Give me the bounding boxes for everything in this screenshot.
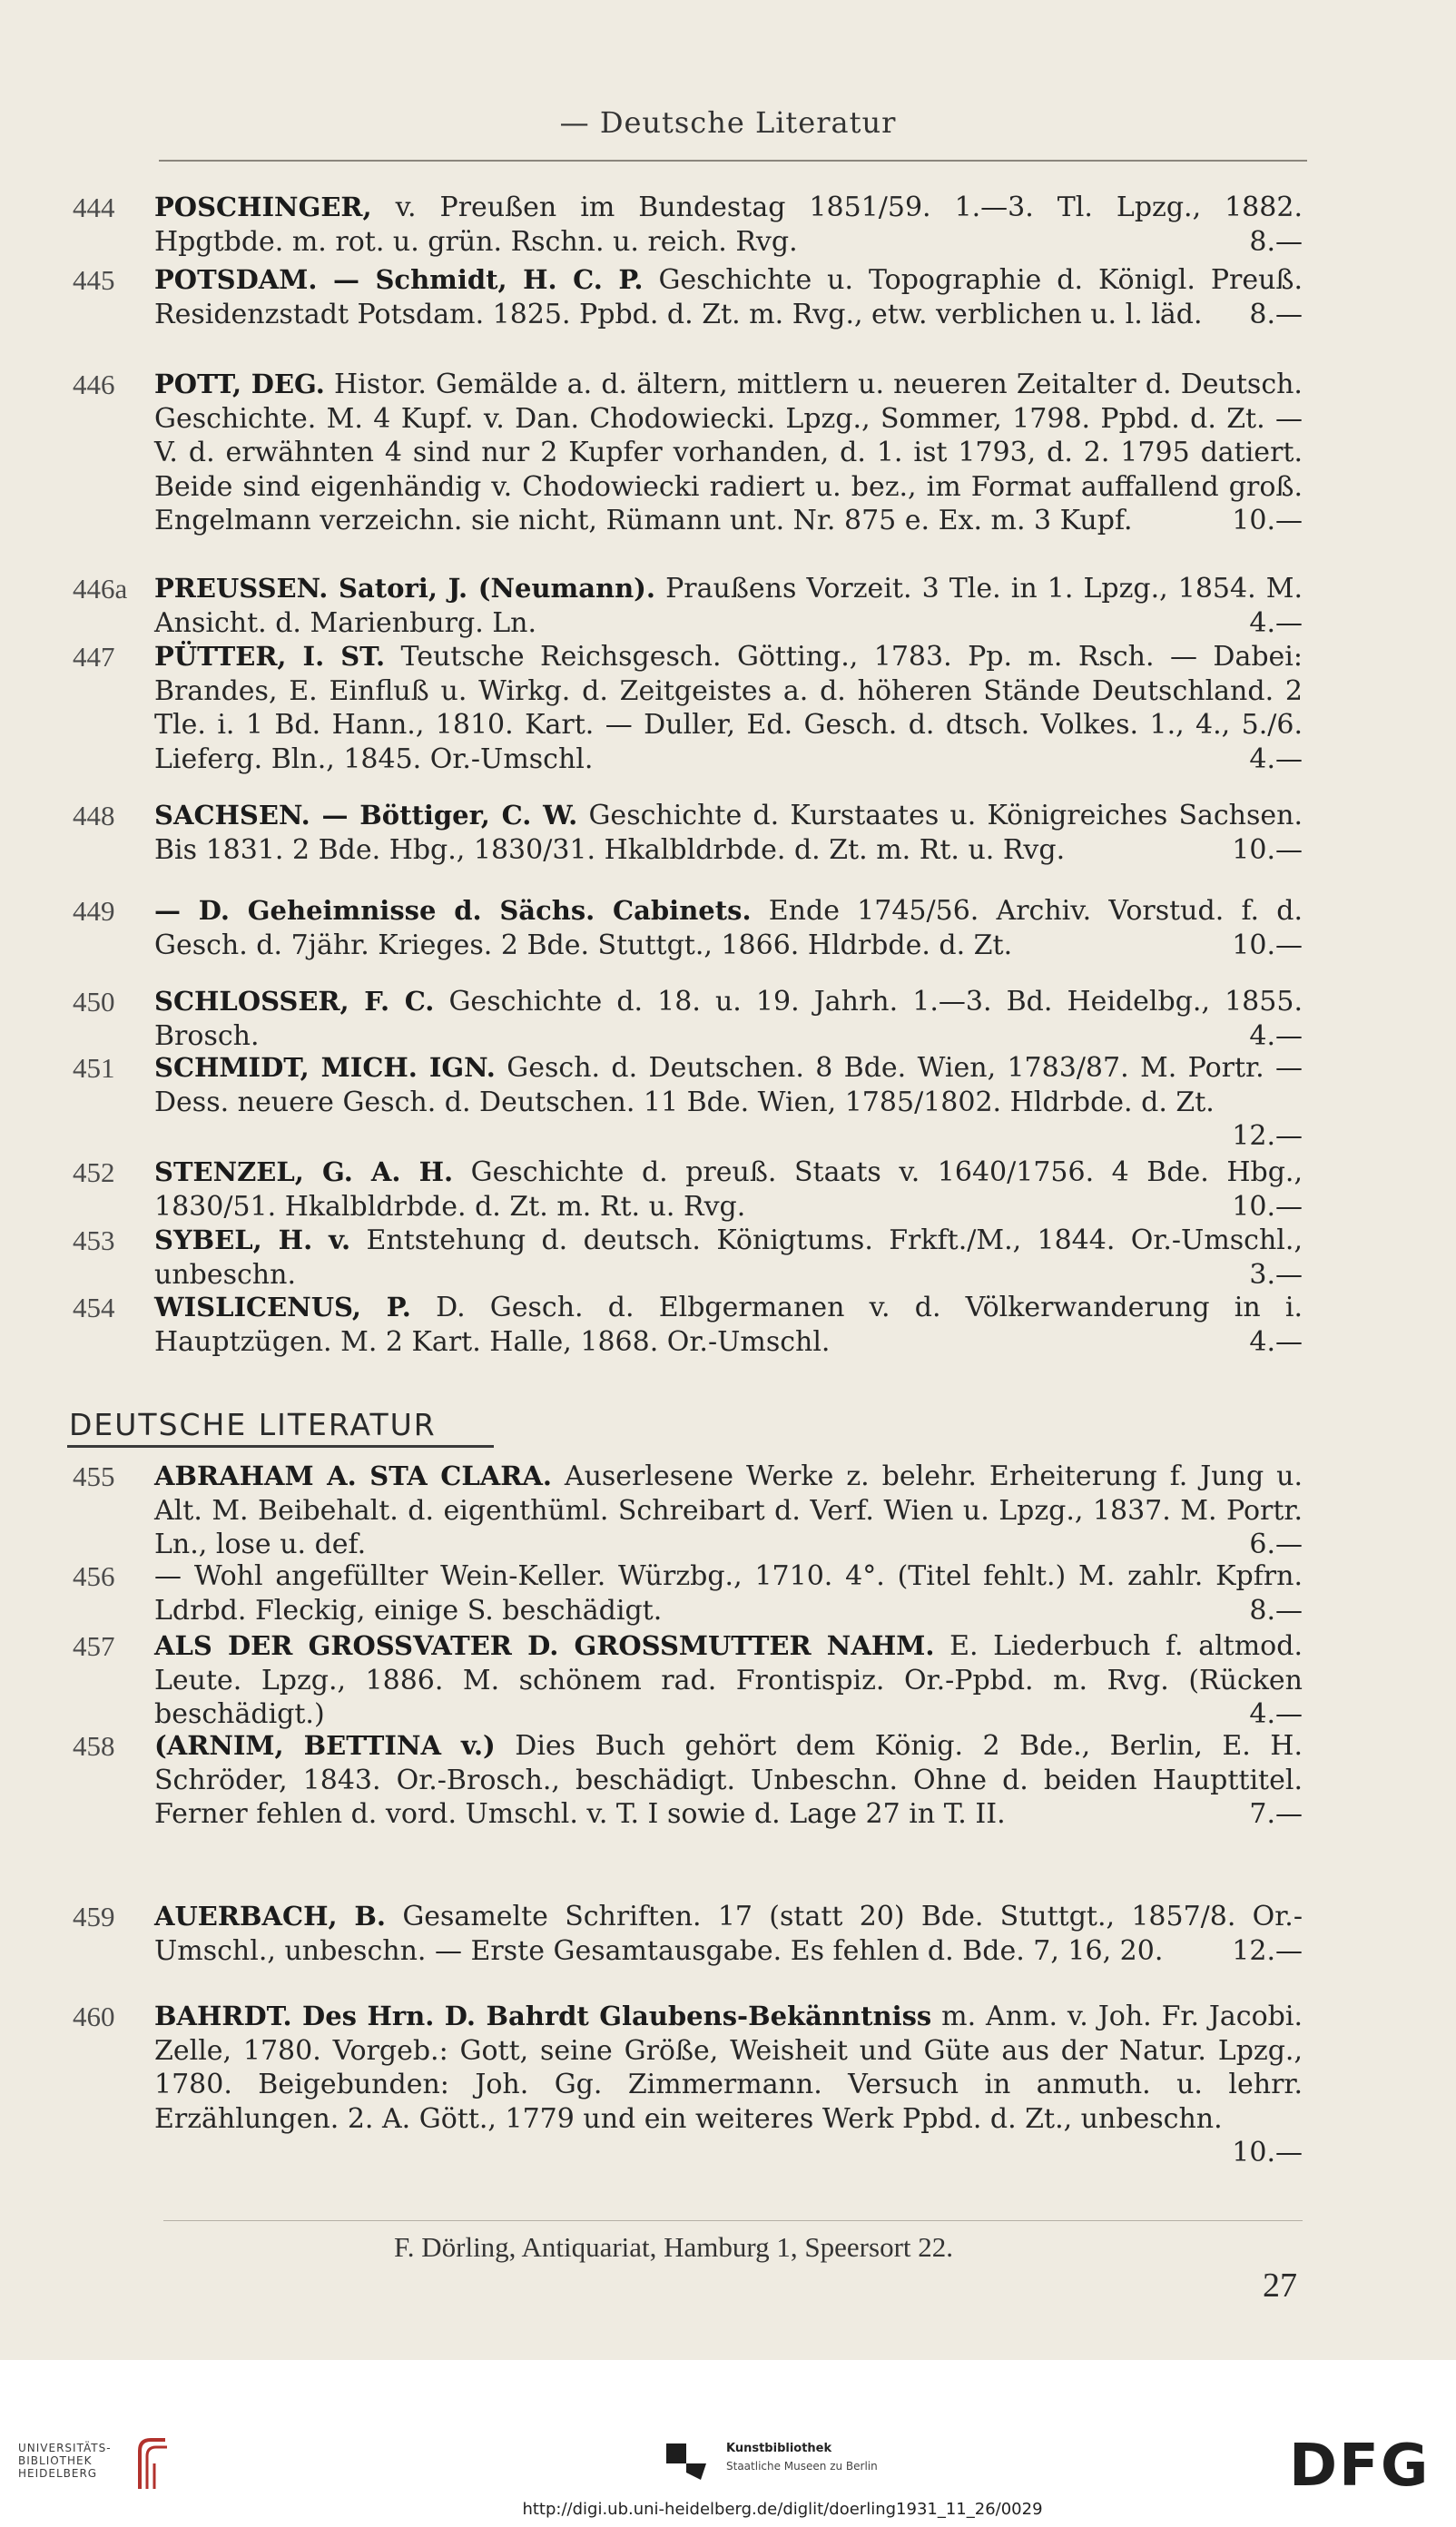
entry-number: 457 [73,1630,115,1662]
entry-description: m. Anm. v. Joh. Fr. Jacobi. Zelle, 1780. Vorgeb.: Gott, seine Größe, Weisheit und Güte aus der Natur. Lpzg., 1780. Beigebunden: Joh. Gg. Zimmermann. Versuch in anmuth. u. lehrr. Erzählungen. 2. A. Gött., 1779 und ein weiteres Werk Ppbd. d. Zt., unbeschn. [154,2001,1303,2135]
entry-price: 3.— [1249,1258,1303,1291]
footer-rule [163,2220,1303,2221]
entry-description: Geschichte d. preuß. Staats v. 1640/1756. 4 Bde. Hbg., 1830/51. Hkalbldrbde. d. Zt. m. Rt. u. Rvg. [154,1156,1303,1223]
catalog-entry [73,1051,1303,1154]
entry-body [154,799,1303,867]
entry-price: 12.— [1232,1934,1303,1967]
catalog-entry [73,1291,1303,1359]
entry-number: 445 [73,264,115,296]
entry-price: 10.— [1232,505,1303,537]
entry-description: Auserlesene Werke z. belehr. Erheiterung f. Jung u. Alt. M. Beibehalt. d. eigenthüml. Schreibart d. Verf. Wien u. Lpzg., 1837. M. Portr. Ln., lose u. def. [154,1460,1303,1561]
entry-body [154,1900,1303,1968]
catalog-entry [73,1155,1303,1224]
entry-description: Geschichte u. Topographie d. Königl. Preuß. Residenzstadt Potsdam. 1825. Ppbd. d. Zt. m. Rvg., etw. verblichen u. l. läd. [154,264,1304,330]
entry-price: 6.— [1249,1529,1303,1561]
entry-number: 458 [73,1730,115,1762]
catalog-entry [73,1900,1303,1968]
entry-price: 7.— [1249,1798,1303,1831]
entry-author: SCHLOSSER, F. C. [154,986,435,1017]
catalog-entry [73,1224,1303,1292]
entry-author: AUERBACH, B. [154,1901,387,1932]
entry-body [154,2000,1303,2170]
catalog-entry [73,1729,1303,1832]
entry-body [154,1559,1303,1627]
ub-logo-text: UNIVERSITÄTS- BIBLIOTHEK HEIDELBERG [18,2442,112,2480]
entry-body [154,1460,1303,1562]
entry-description: Gesamelte Schriften. 17 (statt 20) Bde. Stuttgt., 1857/8. Or.-Umschl., unbeschn. — Erste Gesamtausgabe. Es fehlen d. Bde. 7, 16, 20. [154,1901,1303,1967]
catalog-entry [73,263,1303,331]
entry-body [154,640,1303,776]
kunstbibliothek-mark-icon [664,2442,710,2483]
entry-number: 444 [73,192,115,223]
entry-author: POTSDAM. — Schmidt, H. C. P. [154,264,644,295]
section-underline [67,1445,494,1448]
entry-number: 449 [73,895,115,927]
entry-author: PREUSSEN. Satori, J. (Neumann). [154,573,656,604]
entry-body [154,1224,1303,1292]
entry-number: 456 [73,1560,115,1592]
entry-number: 460 [73,2001,115,2032]
entry-author: PÜTTER, I. ST. [154,641,386,672]
kunstbibliothek-subtitle: Staatliche Museen zu Berlin [726,2460,878,2473]
catalog-entry [73,1629,1303,1732]
entry-author: POSCHINGER, [154,192,372,222]
entry-number: 451 [73,1052,115,1084]
entry-price: 8.— [1249,298,1303,330]
catalog-entry [73,191,1303,259]
entry-author: — D. Geheimnisse d. Sächs. Cabinets. [154,895,752,926]
entry-body [154,263,1303,331]
catalog-entry [73,985,1303,1053]
entry-body [154,1051,1303,1154]
entry-number: 453 [73,1224,115,1256]
entry-number: 448 [73,800,115,831]
entry-number: 452 [73,1156,115,1188]
catalog-entry [73,640,1303,776]
catalog-entry [73,894,1303,962]
entry-body [154,985,1303,1053]
entry-description: Geschichte d. Kurstaates u. Königreiches Sachsen. Bis 1831. 2 Bde. Hbg., 1830/31. Hkalbldrbde. d. Zt. m. Rt. u. Rvg. [154,800,1304,866]
entry-author: ALS DER GROSSVATER D. GROSSMUTTER NAHM. [154,1630,935,1661]
entry-price: 8.— [1249,225,1303,258]
entry-price: 12.— [1232,1120,1303,1153]
entry-price: 10.— [1232,2137,1303,2169]
entry-price: 4.— [1249,606,1303,639]
entry-description: v. Preußen im Bundestag 1851/59. 1.—3. Tl. Lpzg., 1882. Hpgtbde. m. rot. u. grün. Rschn. u. reich. Rvg. [154,192,1303,258]
entry-price: 4.— [1249,1698,1303,1731]
entry-description: Gesch. d. Deutschen. 8 Bde. Wien, 1783/87. M. Portr. — Dess. neuere Gesch. d. Deutschen. 11 Bde. Wien, 1785/1802. Hldrbde. d. Zt. [154,1052,1303,1118]
entry-body [154,191,1303,259]
running-head: — Deutsche Literatur [559,105,897,140]
entry-description: E. Liederbuch f. altmod. Leute. Lpzg., 1886. M. schönem rad. Frontispiz. Or.-Ppbd. m. Rvg. (Rücken beschädigt.) [154,1630,1303,1731]
entry-number: 446 [73,369,115,400]
catalog-entry [73,2000,1303,2170]
entry-description: Entstehung d. deutsch. Königtums. Frkft./M., 1844. Or.-Umschl., unbeschn. [154,1224,1303,1291]
catalog-entry [73,1559,1303,1627]
entry-description: D. Gesch. d. Elbgermanen v. d. Völkerwanderung in i. Hauptzügen. M. 2 Kart. Halle, 1868. Or.-Umschl. [154,1292,1303,1358]
entry-author: POTT, DEG. [154,369,325,399]
entry-description: Ende 1745/56. Archiv. Vorstud. f. d. Gesch. d. 7jähr. Krieges. 2 Bde. Stuttgt., 1866. Hldrbde. d. Zt. [154,895,1303,961]
entry-description: Teutsche Reichsgesch. Götting., 1783. Pp. m. Rsch. — Dabei: Brandes, E. Einfluß u. Wirkg. d. Zeitgeistes a. d. höheren Stände Deutschland. 2 Tle. i. 1 Bd. Hann., 1810. Kart. — Duller, Ed. Gesch. d. dtsch. Volkes. 1., 4., 5./6. Lieferg. Bln., 1845. Or.-Umschl. [154,641,1303,775]
entry-author: SACHSEN. — Böttiger, C. W. [154,800,578,831]
kunstbibliothek-title: Kunstbibliothek [726,2442,832,2455]
entry-author: ABRAHAM A. STA CLARA. [154,1460,552,1491]
entry-number: 447 [73,641,115,673]
entry-price: 4.— [1249,1325,1303,1358]
entry-author: STENZEL, G. A. H. [154,1156,454,1187]
entry-description: — Wohl angefüllter Wein-Keller. Würzbg., 1710. 4°. (Titel fehlt.) M. zahlr. Kpfrn. Ldrbd. Fleckig, einige S. beschädigt. [154,1560,1303,1627]
entry-description: Geschichte d. 18. u. 19. Jahrh. 1.—3. Bd. Heidelbg., 1855. Brosch. [154,986,1303,1052]
entry-number: 459 [73,1901,115,1932]
page-number: 27 [1263,2266,1297,2305]
entry-body [154,1729,1303,1832]
entry-author: SYBEL, H. v. [154,1224,351,1255]
catalog-entry [73,799,1303,867]
dfg-logo: DFG [1289,2433,1431,2500]
catalog-entry [73,1460,1303,1562]
entry-number: 450 [73,986,115,1018]
entry-author: BAHRDT. Des Hrn. D. Bahrdt Glaubens-Bekänntniss [154,2001,932,2031]
catalog-entry [73,368,1303,538]
entry-description: Praußens Vorzeit. 3 Tle. in 1. Lpzg., 1854. M. Ansicht. d. Marienburg. Ln. [154,573,1303,639]
entry-body [154,572,1303,640]
entry-author: SCHMIDT, MICH. IGN. [154,1052,496,1083]
publisher-footer: F. Dörling, Antiquariat, Hamburg 1, Speersort 22. [393,2231,954,2263]
entry-body [154,1291,1303,1359]
entry-body [154,368,1303,538]
section-title: DEUTSCHE LITERATUR [69,1407,437,1442]
entry-body [154,1629,1303,1732]
entry-author: WISLICENUS, P. [154,1292,411,1322]
entry-price: 10.— [1232,929,1303,961]
source-url: http://digi.ub.uni-heidelberg.de/diglit/doerling1931_11_26/0029 [522,2500,1043,2519]
entry-price: 4.— [1249,742,1303,775]
entry-description: Histor. Gemälde a. d. ältern, mittlern u. neueren Zeitalter d. Deutsch. Geschichte. M. 4 Kupf. v. Dan. Chodowiecki. Lpzg., Sommer, 1798. Ppbd. d. Zt. — V. d. erwähnten 4 sind nur 2 Kupfer vorhanden, d. 1. ist 1793, d. 2. 1795 datiert. Beide sind eigenhändig v. Chodowiecki radiert u. bez., im Format auffallend groß. Engelmann verzeichn. sie nicht, Rümann unt. Nr. 875 e. Ex. m. 3 Kupf. [154,369,1303,537]
entry-number: 446a [73,573,128,605]
entry-body [154,894,1303,962]
entry-price: 10.— [1232,1190,1303,1223]
catalog-entry [73,572,1303,640]
entry-description: Dies Buch gehört dem König. 2 Bde., Berlin, E. H. Schröder, 1843. Or.-Brosch., beschädigt. Unbeschn. Ohne d. beiden Haupttitel. Ferner fehlen d. vord. Umschl. v. T. I sowie d. Lage 27 in T. II. [154,1730,1303,1831]
entry-number: 454 [73,1292,115,1323]
entry-number: 455 [73,1460,115,1492]
ub-heidelberg-mark-icon [133,2433,172,2496]
entry-price: 4.— [1249,1019,1303,1052]
header-rule [159,160,1307,162]
entry-body [154,1155,1303,1224]
entry-price: 8.— [1249,1594,1303,1627]
entry-author: (ARNIM, BETTINA v.) [154,1730,496,1761]
entry-price: 10.— [1232,833,1303,866]
